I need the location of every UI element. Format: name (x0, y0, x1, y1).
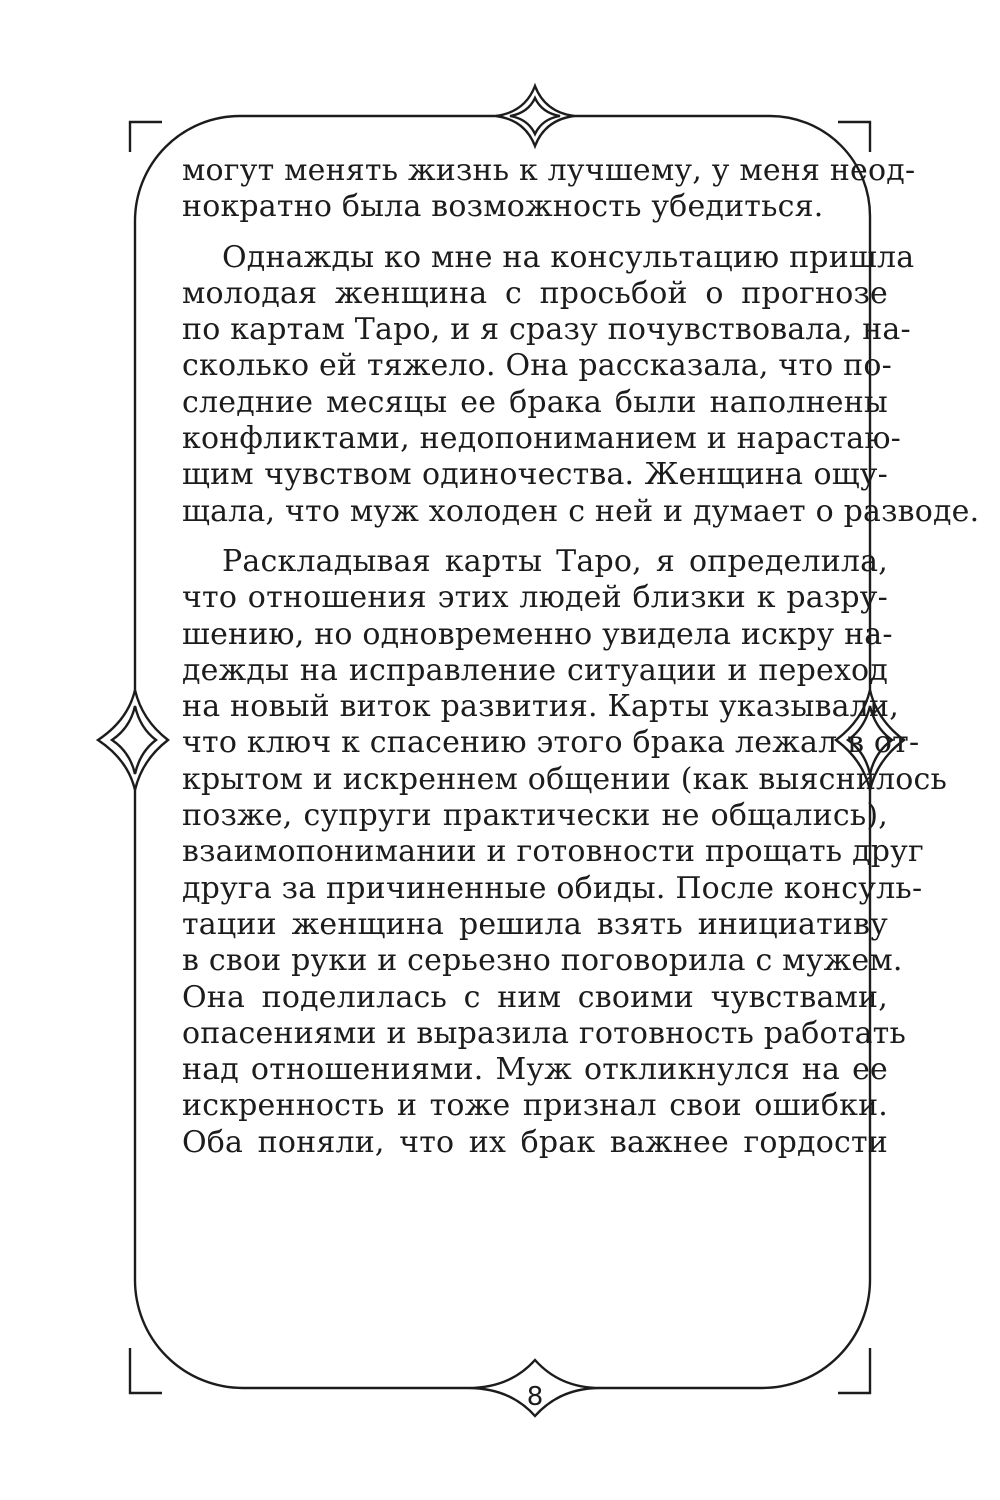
text-line: над отношениями. Муж откликнулся на ее (182, 1052, 888, 1088)
text-line: что отношения этих людей близки к разру- (182, 580, 888, 616)
text-line: Оба поняли, что их брак важнее гордости (182, 1124, 888, 1160)
text-line: Раскладывая карты Таро, я определила, (222, 543, 888, 579)
text-line: в свои руки и серьезно поговорила с мужем. (182, 943, 903, 979)
text-line: щала, что муж холоден с ней и думает о разводе. (182, 493, 980, 529)
paragraph-gap (182, 530, 888, 544)
text-line: искренность и тоже признал свои ошибки. (182, 1088, 888, 1124)
text-line: по картам Таро, и я сразу почувствовала, на- (182, 312, 911, 348)
text-line: крытом и искреннем общении (как выяснилось (182, 761, 948, 797)
text-line: тации женщина решила взять инициативу (182, 906, 888, 942)
text-line: шению, но одновременно увидела искру на- (182, 616, 893, 652)
text-line: на новый виток развития. Карты указывали, (182, 689, 899, 725)
left-diamond-ornament-icon (98, 690, 168, 790)
text-line: молодая женщина с просьбой о прогнозе (182, 275, 888, 311)
text-line: конфликтами, недопониманием и нарастаю- (182, 421, 901, 457)
paragraph (182, 239, 980, 530)
text-line: Однажды ко мне на консультацию пришла (222, 239, 915, 275)
text-line: опасениями и выразила готовность работать (182, 1015, 906, 1051)
text-line: щим чувством одиночества. Женщина ощу- (182, 457, 888, 493)
top-diamond-ornament-icon (496, 86, 574, 146)
paragraph (182, 153, 916, 226)
body-text (182, 153, 980, 1161)
text-line: нократно была возможность убедиться. (182, 189, 824, 225)
text-line: что ключ к спасению этого брака лежал в от- (182, 725, 920, 761)
paragraph (182, 543, 948, 1161)
text-line: могут менять жизнь к лучшему, у меня неод- (182, 153, 916, 188)
text-line: Она поделилась с ним своими чувствами, (182, 979, 888, 1015)
text-line: друга за причиненные обиды. После консуль- (182, 870, 923, 906)
text-line: дежды на исправление ситуации и переход (182, 652, 888, 688)
paragraph-gap (182, 226, 888, 240)
text-line: следние месяцы ее брака были наполнены (182, 384, 888, 420)
text-line: сколько ей тяжело. Она рассказала, что по- (182, 348, 892, 384)
page-number: 8 (526, 1382, 544, 1412)
text-line: взаимопонимании и готовности прощать друг (182, 834, 924, 870)
text-line: позже, супруги практически не общались), (182, 798, 888, 834)
